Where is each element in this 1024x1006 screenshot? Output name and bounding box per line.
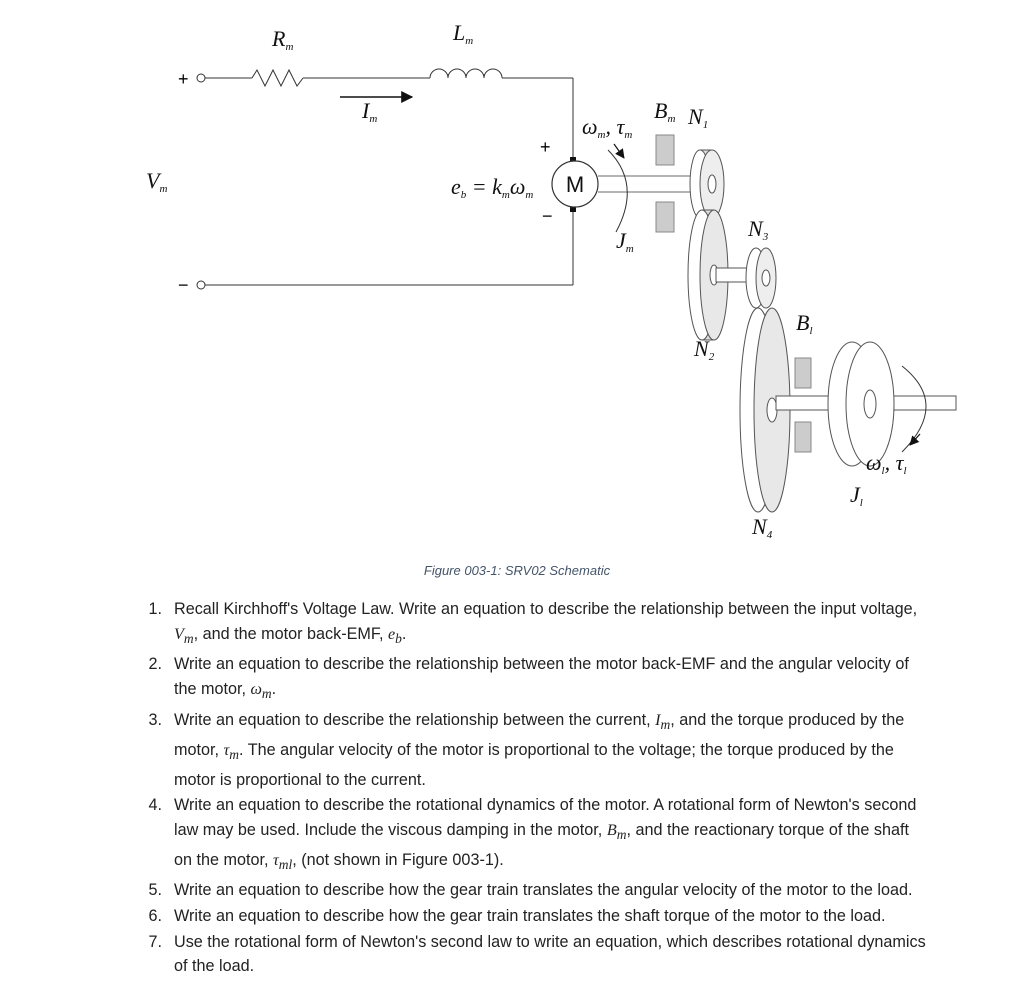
negative-terminal — [197, 281, 205, 289]
positive-terminal — [197, 74, 205, 82]
svg-text:Im — [361, 98, 377, 125]
minus-terminal-sign: − — [178, 275, 189, 295]
label-v: V — [146, 168, 160, 193]
load-disk — [828, 342, 894, 466]
label-l: L — [453, 20, 466, 45]
question-number: 1. — [148, 600, 162, 618]
svg-text:Jl: Jl — [850, 482, 863, 509]
label-omega-l: ω — [866, 450, 882, 475]
question-item: 6. Write an equation to describe how the gear train translates the shaft torque of the motor to the load. — [136, 904, 926, 929]
svg-text:N4: N4 — [752, 514, 773, 541]
label-b-m: B — [654, 98, 668, 123]
question-item: 2. Write an equation to describe the relationship between the motor back-EMF and the angular velocity of the motor, $\omega_m$. — [136, 652, 926, 706]
question-number: 6. — [148, 906, 162, 925]
svg-text:eb = kmωm: eb = kmωm — [451, 174, 534, 201]
label-r: R — [272, 26, 286, 51]
label-b-l: B — [796, 310, 810, 335]
motor-bearing-top — [656, 135, 674, 165]
math-variable: $\tau_m$ — [223, 740, 240, 762]
label-n3: N — [748, 216, 763, 241]
math-variable: $e_b$ — [387, 624, 402, 646]
label-n4: N — [752, 514, 767, 539]
question-item: 1. Recall Kirchhoff's Voltage Law. Write an equation to describe the relationship between the input voltage, $V_m$, and the motor back-EMF, $e_b$. — [136, 597, 926, 651]
motor-minus-sign: − — [542, 206, 553, 226]
load-bearing-top — [795, 358, 811, 388]
svg-text:N3: N3 — [748, 216, 769, 243]
label-v-sub: m — [159, 183, 168, 195]
svg-text:Jm: Jm — [616, 228, 634, 255]
load-bearing-bottom — [795, 422, 811, 452]
label-j-l: J — [850, 482, 860, 507]
label-i: I — [362, 98, 370, 123]
question-number: 2. — [148, 655, 162, 674]
label-l-sub: m — [465, 35, 474, 47]
math-variable: $\tau_{ml}$ — [272, 850, 293, 872]
svg-text:ωl, τl: ωl, τl — [866, 450, 907, 477]
svg-text:ωm, τm: ωm, τm — [582, 114, 633, 141]
math-variable: $\omega_m$ — [250, 680, 272, 702]
svg-text:N2: N2 — [694, 336, 715, 363]
math-variable: $V_m$ — [174, 624, 194, 646]
svg-text:Bl: Bl — [796, 310, 813, 337]
question-list — [136, 597, 926, 980]
question-item: 4. Write an equation to describe the rotational dynamics of the motor. A rotational form of Newton's second law may be used. Include the viscous damping in the motor, $B_m$, and the reactionary torque of the shaft on the motor, $\tau_{ml}$, (not shown in Figure 003-1). — [136, 793, 926, 877]
svg-text:N1: N1 — [688, 104, 709, 131]
motor-bearing-bottom — [656, 202, 674, 232]
math-variable: $I_m$ — [655, 710, 671, 733]
gear-n3 — [746, 248, 776, 308]
question-item: 5. Write an equation to describe how the gear train translates the angular velocity of the motor to the load. — [136, 878, 926, 903]
question-number: 4. — [148, 796, 162, 815]
math-variable: $B_m$ — [606, 820, 627, 842]
label-j-m: J — [616, 228, 626, 253]
svg-text:Bm: Bm — [654, 98, 676, 125]
motor-rotation-arrow — [614, 144, 624, 158]
question-number: 7. — [148, 932, 162, 951]
plus-terminal-sign: + — [178, 69, 189, 89]
label-emf: e — [451, 174, 461, 199]
inductor-symbol — [430, 69, 502, 78]
question-item: 3. Write an equation to describe the relationship between the current, $I_m$, and the torque produced by the motor, $\tau_m$. The angular velocity of the motor is proportional to the voltage; the torque produced by the motor is proportional to the current. — [136, 708, 926, 792]
label-omega-m: ω — [582, 114, 598, 139]
figure-caption: Figure 003-1: SRV02 Schematic — [423, 563, 611, 578]
question-number: 5. — [148, 881, 162, 900]
svg-text:Lm — [452, 20, 473, 47]
svg-text:Rm — [271, 26, 293, 53]
question-number: 3. — [148, 710, 162, 729]
motor-label: M — [565, 172, 585, 197]
resistor-symbol — [252, 70, 303, 86]
label-i-sub: m — [369, 113, 378, 125]
label-n1: N — [688, 104, 703, 129]
label-r-sub: m — [285, 41, 294, 53]
motor-plus-sign: + — [540, 137, 551, 157]
label-n2: N — [694, 336, 709, 361]
load-rotation-arrow — [910, 434, 920, 445]
motor-rotation-arc — [608, 150, 627, 232]
svg-text:Vm — [146, 168, 167, 195]
question-item: 7. Use the rotational form of Newton's second law to write an equation, which describes rotational dynamics of the load. — [136, 930, 926, 979]
